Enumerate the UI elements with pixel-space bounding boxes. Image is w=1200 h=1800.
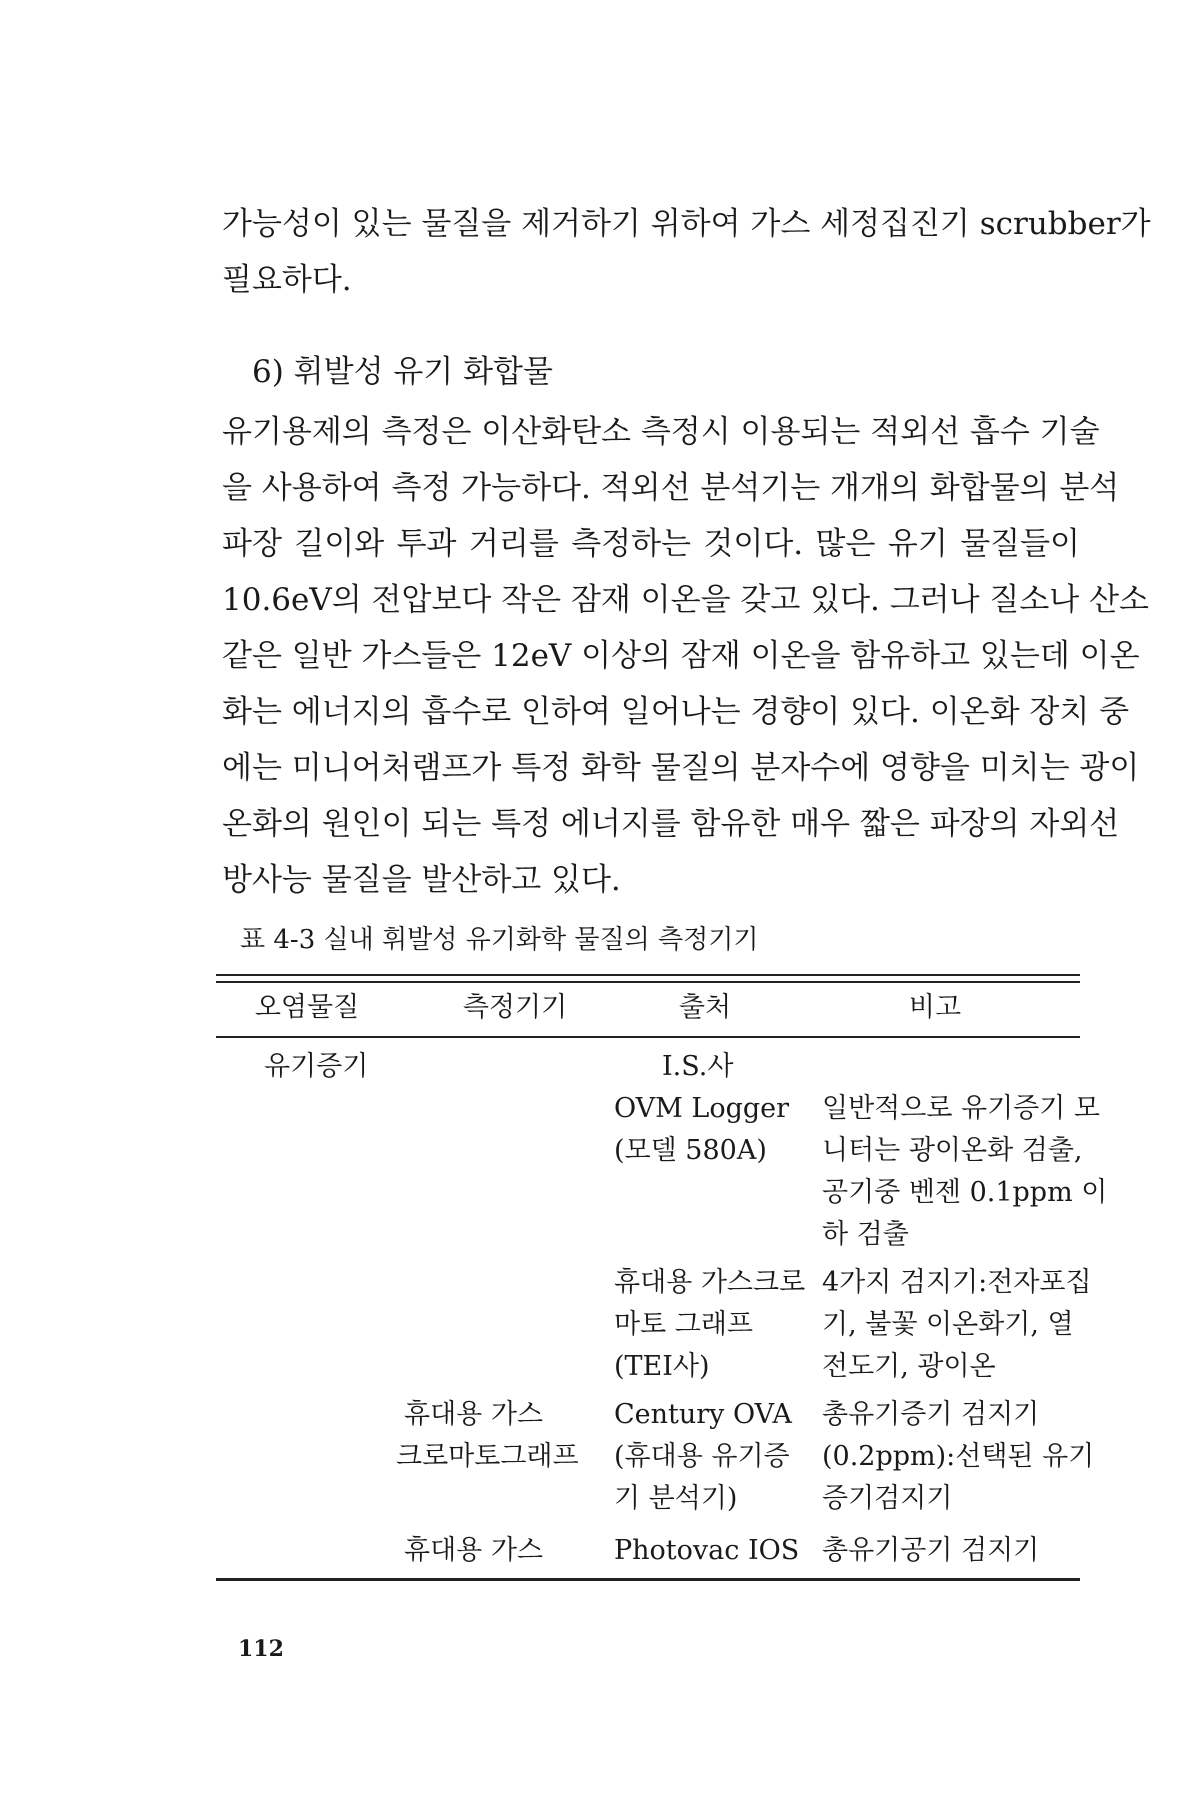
table-top-rule xyxy=(216,974,1080,976)
paragraph-line: 필요하다. xyxy=(222,262,352,298)
paragraph-line: 온화의 원인이 되는 특정 에너지를 함유한 매우 짧은 파장의 자외선 xyxy=(222,806,1120,842)
cell-device: 휴대용 가스 xyxy=(404,1399,543,1430)
cell-note: 공기중 벤젠 0.1ppm 이 xyxy=(822,1177,1108,1208)
cell-source: (휴대용 유기증 xyxy=(614,1441,790,1472)
paragraph-line: 화는 에너지의 흡수로 인하여 일어나는 경향이 있다. 이온화 장치 중 xyxy=(222,694,1130,730)
cell-source: Photovac IOS xyxy=(614,1535,800,1566)
header-pollutant: 오염물질 xyxy=(254,992,360,1023)
cell-source: (모델 580A) xyxy=(614,1135,767,1166)
paragraph-line: 파장 길이와 투과 거리를 측정하는 것이다. 많은 유기 물질들이 xyxy=(222,526,1080,562)
cell-source: I.S.사 xyxy=(662,1051,734,1082)
paragraph-line: 을 사용하여 측정 가능하다. 적외선 분석기는 개개의 화합물의 분석 xyxy=(222,470,1120,506)
cell-note: 니터는 광이온화 검출, xyxy=(822,1135,1083,1166)
table-header-rule xyxy=(216,1036,1080,1038)
paragraph-line: 같은 일반 가스들은 12eV 이상의 잠재 이온을 함유하고 있는데 이온 xyxy=(222,638,1140,674)
table-top-rule-inner xyxy=(216,981,1080,983)
paragraph-line: 10.6eV의 전압보다 작은 잠재 이온을 갖고 있다. 그러나 질소나 산소 xyxy=(222,582,1149,618)
cell-source: 기 분석기) xyxy=(614,1483,738,1514)
cell-note: 총유기증기 검지기 xyxy=(822,1399,1040,1430)
header-device: 측정기기 xyxy=(462,992,568,1023)
header-source: 출처 xyxy=(678,992,732,1023)
header-note: 비고 xyxy=(908,992,962,1023)
cell-source: 마토 그래프 xyxy=(614,1309,753,1340)
cell-note: 기, 불꽃 이온화기, 열 xyxy=(822,1309,1074,1340)
cell-device: 크로마토그래프 xyxy=(396,1441,579,1472)
table-bottom-rule xyxy=(216,1578,1080,1581)
intro-paragraph xyxy=(222,196,1151,308)
paragraph-line: 에는 미니어처램프가 특정 화학 물질의 분자수에 영향을 미치는 광이 xyxy=(222,750,1140,786)
section-heading: 6) 휘발성 유기 화합물 xyxy=(252,354,553,390)
cell-note: 일반적으로 유기증기 모 xyxy=(822,1093,1100,1124)
cell-pollutant: 유기증기 xyxy=(264,1051,369,1082)
cell-source: OVM Logger xyxy=(614,1093,790,1124)
paragraph-line: 유기용제의 측정은 이산화탄소 측정시 이용되는 적외선 흡수 기술 xyxy=(222,414,1100,450)
cell-note: 전도기, 광이온 xyxy=(822,1351,996,1382)
cell-note: (0.2ppm):선택된 유기 xyxy=(822,1441,1095,1472)
paragraph-line: 가능성이 있는 물질을 제거하기 위하여 가스 세정집진기 scrubber가 xyxy=(222,206,1151,242)
table-caption: 표 4-3 실내 휘발성 유기화학 물질의 측정기기 xyxy=(240,925,759,955)
cell-source: 휴대용 가스크로 xyxy=(614,1267,806,1298)
body-paragraph xyxy=(222,404,1149,908)
cell-device: 휴대용 가스 xyxy=(404,1535,543,1566)
cell-note: 증기검지기 xyxy=(822,1483,953,1514)
cell-note: 하 검출 xyxy=(822,1219,909,1250)
cell-source: Century OVA xyxy=(614,1399,792,1430)
cell-note: 총유기공기 검지기 xyxy=(822,1535,1040,1566)
paragraph-line: 방사능 물질을 발산하고 있다. xyxy=(222,862,621,898)
page-number: 112 xyxy=(238,1636,284,1662)
cell-note: 4가지 검지기:전자포집 xyxy=(822,1267,1092,1298)
cell-source: (TEI사) xyxy=(614,1351,710,1382)
